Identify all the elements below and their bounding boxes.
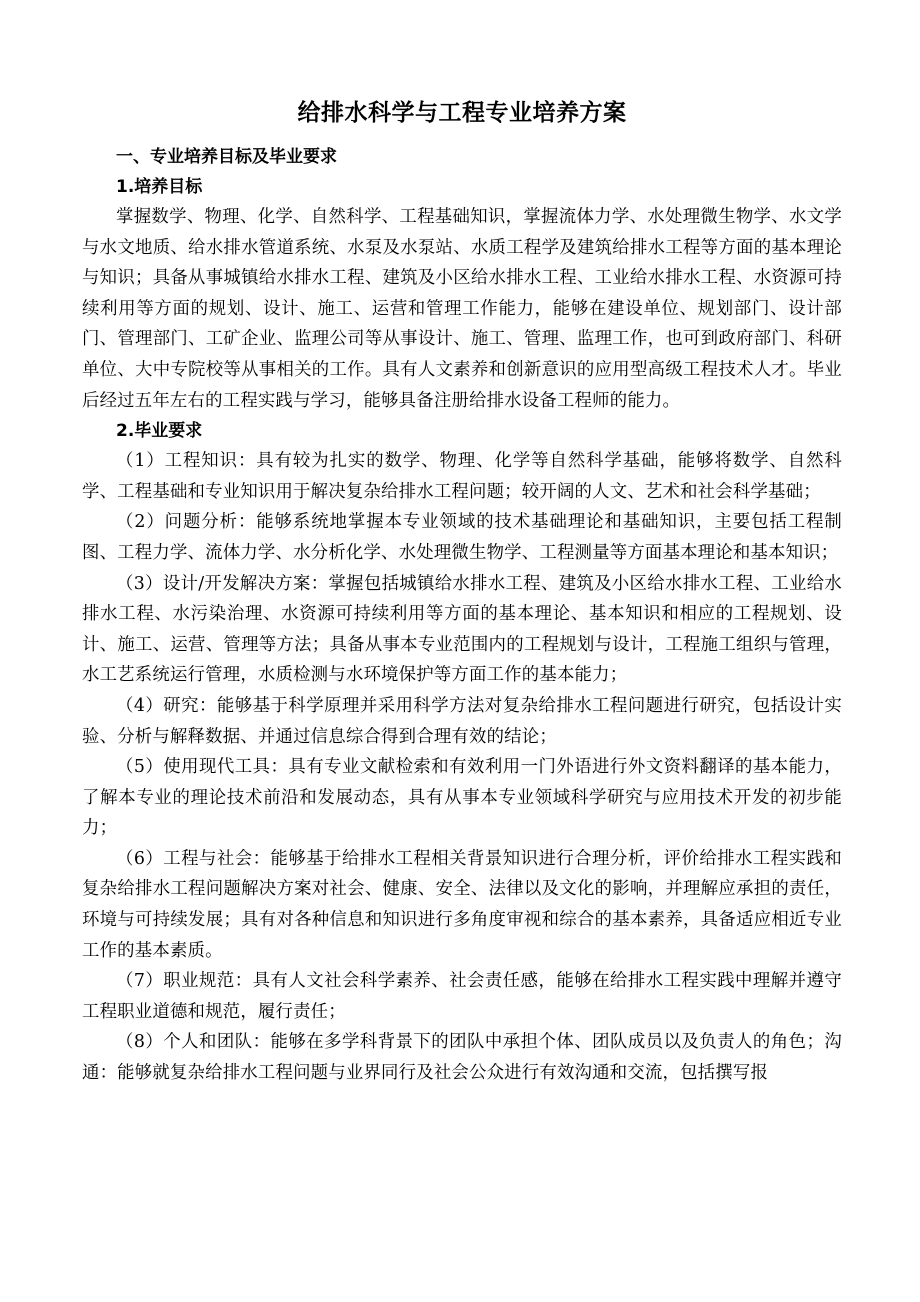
requirement-item: （7）职业规范：具有人文社会科学素养、社会责任感，能够在给排水工程实践中理解并遵守工程职业道德和规范，履行责任；	[82, 971, 842, 1022]
goal-paragraph: 掌握数学、物理、化学、自然科学、工程基础知识，掌握流体力学、水处理微生物学、水文学与水文地质、给水排水管道系统、水泵及水泵站、水质工程学及建筑给排水工程等方面的基本理论与知识；具备从事城镇给水排水工程、建筑及小区给水排水工程、工业给水排水工程、水资源可持续利用等方面的规划、设计、施工、运营和管理工作能力，能够在建设单位、规划部门、设计部门、管理部门、工矿企业、监理公司等从事设计、施工、管理、监理工作，也可到政府部门、科研单位、大中专院校等从事相关的工作。具有人文素养和创新意识的应用型高级工程技术人才。毕业后经过五年左右的工程实践与学习，能够具备注册给排水设备工程师的能力。	[82, 207, 842, 411]
document-title: 给排水科学与工程专业培养方案	[297, 100, 627, 126]
requirement-item: （1）工程知识：具有较为扎实的数学、物理、化学等自然科学基础，能够将数学、自然科学、工程基础和专业知识用于解决复杂给排水工程问题；较开阔的人文、艺术和社会科学基础；	[82, 451, 842, 502]
requirement-item: （3）设计/开发解决方案：掌握包括城镇给水排水工程、建筑及小区给水排水工程、工业给水排水工程、水污染治理、水资源可持续利用等方面的基本理论、基本知识和相应的工程规划、设计、施工、运营、管理等方法；具备从事本专业范围内的工程规划与设计，工程施工组织与管理，水工艺系统运行管理，水质检测与水环境保护等方面工作的基本能力；	[82, 573, 842, 686]
requirement-item: （2）问题分析：能够系统地掌握本专业领域的技术基础理论和基础知识，主要包括工程制图、工程力学、流体力学、水分析化学、水处理微生物学、工程测量等方面基本理论和基本知识；	[82, 512, 842, 563]
section-heading: 一、专业培养目标及毕业要求	[116, 147, 337, 167]
requirement-item: （8）个人和团队：能够在多学科背景下的团队中承担个体、团队成员以及负责人的角色；沟通：能够就复杂给排水工程问题与业界同行及社会公众进行有效沟通和交流，包括撰写报	[82, 1032, 842, 1084]
document-page	[82, 96, 842, 1089]
requirement-item: （4）研究：能够基于科学原理并采用科学方法对复杂给排水工程问题进行研究，包括设计实验、分析与解释数据、并通过信息综合得到合理有效的结论；	[82, 695, 842, 747]
requirement-item: （6）工程与社会：能够基于给排水工程相关背景知识进行合理分析，评价给排水工程实践和复杂给排水工程问题解决方案对社会、健康、安全、法律以及文化的影响，并理解应承担的责任，环境与可持续发展；具有对各种信息和知识进行多角度审视和综合的基本素养，具备适应相近专业工作的基本素质。	[82, 848, 842, 961]
subsection-heading-requirements: 2.毕业要求	[116, 421, 203, 442]
subsection-heading-goal: 1.培养目标	[116, 177, 203, 197]
requirement-item: （5）使用现代工具：具有专业文献检索和有效利用一门外语进行外文资料翻译的基本能力，了解本专业的理论技术前沿和发展动态，具有从事本专业领域科学研究与应用技术开发的初步能力；	[82, 757, 842, 839]
